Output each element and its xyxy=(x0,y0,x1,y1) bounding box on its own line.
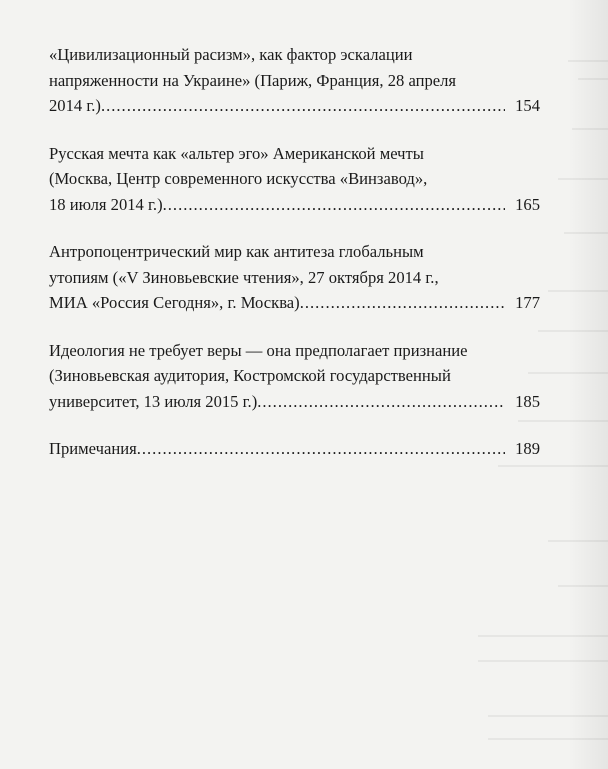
toc-entry[interactable] xyxy=(49,141,540,218)
toc-entry-line: Русская мечта как «альтер эго» Американской мечты xyxy=(49,143,424,163)
toc-entry-line-end: 18 июля 2014 г.) xyxy=(49,194,163,214)
toc-entry-line: (Зиновьевская аудитория, Костромской государственный xyxy=(49,366,451,385)
toc-entry-line: Идеология не требует веры — она предполагает признание xyxy=(49,340,468,360)
toc-entry-last-line xyxy=(49,192,540,218)
toc-entry-line-end: МИА «Россия Сегодня», г. Москва) xyxy=(49,293,300,312)
toc-entry[interactable] xyxy=(49,42,540,119)
toc-entry-line: Антропоцентрический мир как антитеза глобальным xyxy=(49,242,424,261)
dot-leader xyxy=(300,290,505,316)
toc-entry-line: утопиям («V Зиновьевские чтения», 27 октября 2014 г., xyxy=(49,267,439,287)
dot-leader xyxy=(101,93,505,119)
page-number: 185 xyxy=(515,391,540,411)
toc-entry-last-line xyxy=(49,389,540,415)
dot-leader xyxy=(257,389,505,415)
dot-leader xyxy=(163,192,505,218)
spine-shadow xyxy=(568,0,608,769)
toc-entry-line-end: Примечания xyxy=(49,439,137,458)
toc-entry[interactable] xyxy=(49,338,540,415)
page-number: 189 xyxy=(515,439,540,458)
toc-entry-last-line xyxy=(49,436,540,462)
toc-entry[interactable] xyxy=(49,239,540,316)
toc-entry-last-line xyxy=(49,93,540,119)
toc-entry-last-line xyxy=(49,290,540,316)
toc-entry-line-end: 2014 г.) xyxy=(49,96,101,115)
toc-entry-line-end: университет, 13 июля 2015 г.) xyxy=(49,391,258,411)
table-of-contents xyxy=(49,42,540,484)
toc-entry-line: (Москва, Центр современного искусства «Винзавод», xyxy=(49,169,428,188)
toc-entry-line: напряженности на Украине» (Париж, Франция, 28 апреля xyxy=(49,70,457,90)
dot-leader xyxy=(137,436,505,462)
toc-entry-line: «Цивилизационный расизм», как фактор эскалации xyxy=(49,45,413,64)
page-number: 154 xyxy=(515,96,540,115)
toc-entry-notes[interactable] xyxy=(49,436,540,462)
page-number: 177 xyxy=(515,293,540,312)
page-number: 165 xyxy=(515,194,540,214)
